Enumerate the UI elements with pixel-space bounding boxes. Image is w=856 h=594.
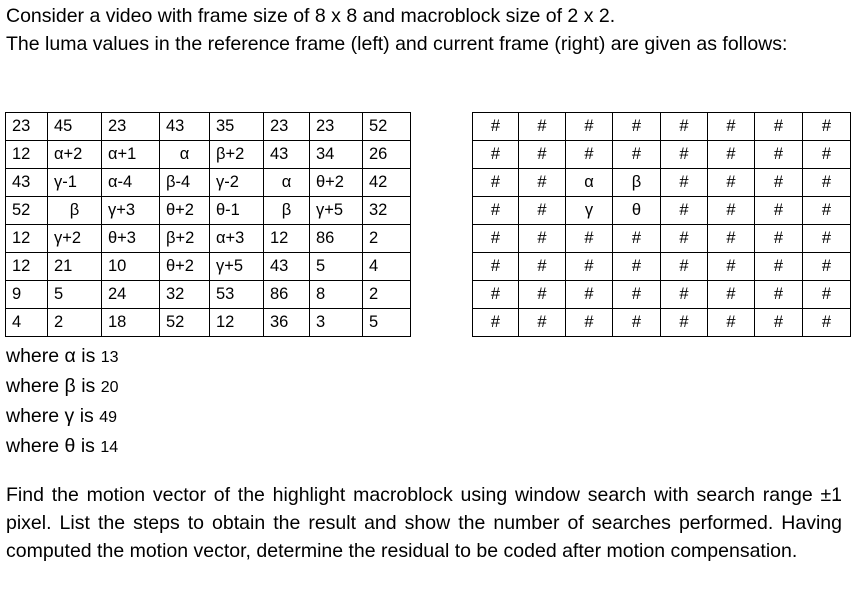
cur-cell: # xyxy=(473,253,519,281)
highlight-macroblock-cell: γ xyxy=(566,197,613,225)
cur-cell: # xyxy=(519,225,566,253)
ref-cell: α+3 xyxy=(210,225,264,253)
ref-cell: 18 xyxy=(102,309,160,337)
cur-cell: # xyxy=(661,281,708,309)
intro-text xyxy=(6,2,846,58)
ref-cell: β-4 xyxy=(160,169,210,197)
intro-line-2: The luma values in the reference frame (left) and current frame (right) are given as follows: xyxy=(6,33,788,55)
variable-is: is xyxy=(81,345,96,367)
table-row xyxy=(6,281,411,309)
table-row xyxy=(6,309,411,337)
ref-cell: θ+2 xyxy=(310,169,363,197)
highlight-macroblock-cell: θ xyxy=(613,197,661,225)
ref-cell: 23 xyxy=(310,113,363,141)
ref-cell: θ-1 xyxy=(210,197,264,225)
cur-cell: # xyxy=(519,197,566,225)
ref-cell: 12 xyxy=(210,309,264,337)
variable-value: 14 xyxy=(100,439,119,456)
cur-cell: # xyxy=(803,225,851,253)
cur-cell: # xyxy=(661,225,708,253)
ref-cell: 8 xyxy=(310,281,363,309)
cur-cell: # xyxy=(755,197,803,225)
ref-cell: α xyxy=(264,169,310,197)
ref-cell: γ+2 xyxy=(48,225,102,253)
cur-cell: # xyxy=(803,281,851,309)
cur-cell: # xyxy=(661,197,708,225)
cur-cell: # xyxy=(473,281,519,309)
ref-cell: 26 xyxy=(363,141,411,169)
ref-cell: 12 xyxy=(6,253,48,281)
variable-prefix: where xyxy=(6,345,60,367)
cur-cell: # xyxy=(566,309,613,337)
variable-line xyxy=(6,432,119,462)
table-row xyxy=(6,197,411,225)
variable-prefix: where xyxy=(6,435,60,457)
cur-cell: # xyxy=(708,197,755,225)
table-row xyxy=(473,197,851,225)
cur-cell: # xyxy=(661,309,708,337)
cur-cell: # xyxy=(708,141,755,169)
cur-cell: # xyxy=(803,309,851,337)
cur-cell: # xyxy=(566,253,613,281)
variable-symbol: β xyxy=(64,375,76,397)
ref-cell: 53 xyxy=(210,281,264,309)
ref-cell: 43 xyxy=(264,141,310,169)
ref-cell: 23 xyxy=(6,113,48,141)
cur-cell: # xyxy=(519,309,566,337)
variable-prefix: where xyxy=(6,375,60,397)
ref-cell: 2 xyxy=(48,309,102,337)
table-row xyxy=(6,141,411,169)
cur-cell: # xyxy=(473,169,519,197)
ref-cell: α+1 xyxy=(102,141,160,169)
variable-line xyxy=(6,342,119,372)
cur-cell: # xyxy=(519,169,566,197)
ref-cell: β+2 xyxy=(210,141,264,169)
cur-cell: # xyxy=(613,309,661,337)
variable-symbol: α xyxy=(64,345,76,367)
cur-cell: # xyxy=(708,281,755,309)
ref-cell: β xyxy=(48,197,102,225)
cur-cell: # xyxy=(803,169,851,197)
ref-cell: 12 xyxy=(6,141,48,169)
ref-cell: θ+3 xyxy=(102,225,160,253)
cur-cell: # xyxy=(473,225,519,253)
ref-cell: 5 xyxy=(363,309,411,337)
cur-cell: # xyxy=(613,113,661,141)
variable-symbol: γ xyxy=(64,405,75,427)
ref-cell: 23 xyxy=(264,113,310,141)
cur-cell: # xyxy=(473,197,519,225)
ref-cell: 3 xyxy=(310,309,363,337)
ref-cell: 24 xyxy=(102,281,160,309)
ref-cell: 32 xyxy=(363,197,411,225)
table-row xyxy=(6,253,411,281)
ref-cell: 12 xyxy=(6,225,48,253)
variable-value: 49 xyxy=(99,409,118,426)
ref-cell: 43 xyxy=(6,169,48,197)
ref-cell: γ+3 xyxy=(102,197,160,225)
cur-cell: # xyxy=(755,113,803,141)
ref-cell: 9 xyxy=(6,281,48,309)
table-row xyxy=(6,225,411,253)
ref-cell: 43 xyxy=(264,253,310,281)
variable-is: is xyxy=(80,435,95,457)
variable-is: is xyxy=(81,375,96,397)
ref-cell: 12 xyxy=(264,225,310,253)
table-row xyxy=(473,281,851,309)
cur-cell: # xyxy=(613,253,661,281)
ref-cell: 10 xyxy=(102,253,160,281)
cur-cell: # xyxy=(661,169,708,197)
cur-cell: # xyxy=(708,253,755,281)
cur-cell: # xyxy=(803,141,851,169)
highlight-macroblock-cell: β xyxy=(613,169,661,197)
cur-cell: # xyxy=(708,169,755,197)
cur-cell: # xyxy=(519,141,566,169)
ref-cell: β xyxy=(264,197,310,225)
ref-cell: 86 xyxy=(264,281,310,309)
cur-cell: # xyxy=(755,281,803,309)
cur-cell: # xyxy=(566,225,613,253)
cur-cell: # xyxy=(566,113,613,141)
ref-cell: 42 xyxy=(363,169,411,197)
ref-cell: 5 xyxy=(48,281,102,309)
intro-line-1: Consider a video with frame size of 8 x 8 and macroblock size of 2 x 2. xyxy=(6,5,616,27)
current-frame-table xyxy=(472,112,851,337)
ref-cell: 4 xyxy=(6,309,48,337)
table-row xyxy=(6,169,411,197)
table-row xyxy=(473,253,851,281)
cur-cell: # xyxy=(755,253,803,281)
cur-cell: # xyxy=(519,281,566,309)
cur-cell: # xyxy=(613,141,661,169)
ref-cell: γ+5 xyxy=(310,197,363,225)
table-row xyxy=(473,169,851,197)
variable-line xyxy=(6,402,119,432)
question-text: Find the motion vector of the highlight macroblock using window search with search range ±1 pixel. List the steps to obtain the result and show the number of searches performed. Having computed the motion vector, determine the residual to be coded after motion compensation. xyxy=(6,484,842,562)
cur-cell: # xyxy=(708,113,755,141)
variable-definitions xyxy=(6,342,119,462)
ref-cell: 2 xyxy=(363,225,411,253)
ref-cell: 43 xyxy=(160,113,210,141)
ref-cell: 34 xyxy=(310,141,363,169)
cur-cell: # xyxy=(755,169,803,197)
variable-prefix: where xyxy=(6,405,60,427)
ref-cell: β+2 xyxy=(160,225,210,253)
cur-cell: # xyxy=(613,281,661,309)
table-row xyxy=(473,113,851,141)
ref-cell: 2 xyxy=(363,281,411,309)
cur-cell: # xyxy=(473,309,519,337)
ref-cell: γ+5 xyxy=(210,253,264,281)
cur-cell: # xyxy=(803,253,851,281)
table-row xyxy=(473,225,851,253)
variable-value: 13 xyxy=(100,349,119,366)
ref-cell: 86 xyxy=(310,225,363,253)
ref-cell: 32 xyxy=(160,281,210,309)
highlight-macroblock-cell: α xyxy=(566,169,613,197)
variable-symbol: θ xyxy=(64,435,76,457)
ref-cell: 5 xyxy=(310,253,363,281)
ref-cell: α-4 xyxy=(102,169,160,197)
cur-cell: # xyxy=(803,197,851,225)
ref-cell: 52 xyxy=(160,309,210,337)
ref-cell: 36 xyxy=(264,309,310,337)
ref-cell: 23 xyxy=(102,113,160,141)
cur-cell: # xyxy=(566,141,613,169)
cur-cell: # xyxy=(755,309,803,337)
ref-cell: θ+2 xyxy=(160,197,210,225)
variable-value: 20 xyxy=(100,379,119,396)
cur-cell: # xyxy=(661,253,708,281)
cur-cell: # xyxy=(803,113,851,141)
ref-cell: 45 xyxy=(48,113,102,141)
ref-cell: θ+2 xyxy=(160,253,210,281)
cur-cell: # xyxy=(755,225,803,253)
cur-cell: # xyxy=(661,141,708,169)
ref-cell: γ-2 xyxy=(210,169,264,197)
table-row xyxy=(473,141,851,169)
ref-cell: 52 xyxy=(363,113,411,141)
ref-cell: 4 xyxy=(363,253,411,281)
ref-cell: 21 xyxy=(48,253,102,281)
cur-cell: # xyxy=(613,225,661,253)
ref-cell: α+2 xyxy=(48,141,102,169)
table-row xyxy=(6,113,411,141)
table-row xyxy=(473,309,851,337)
cur-cell: # xyxy=(473,113,519,141)
cur-cell: # xyxy=(708,225,755,253)
reference-frame-table xyxy=(5,112,411,337)
variable-is: is xyxy=(79,405,94,427)
ref-cell: 35 xyxy=(210,113,264,141)
cur-cell: # xyxy=(473,141,519,169)
cur-cell: # xyxy=(519,253,566,281)
cur-cell: # xyxy=(708,309,755,337)
ref-cell: γ-1 xyxy=(48,169,102,197)
ref-cell: 52 xyxy=(6,197,48,225)
cur-cell: # xyxy=(755,141,803,169)
cur-cell: # xyxy=(566,281,613,309)
cur-cell: # xyxy=(661,113,708,141)
ref-cell: α xyxy=(160,141,210,169)
variable-line xyxy=(6,372,119,402)
cur-cell: # xyxy=(519,113,566,141)
